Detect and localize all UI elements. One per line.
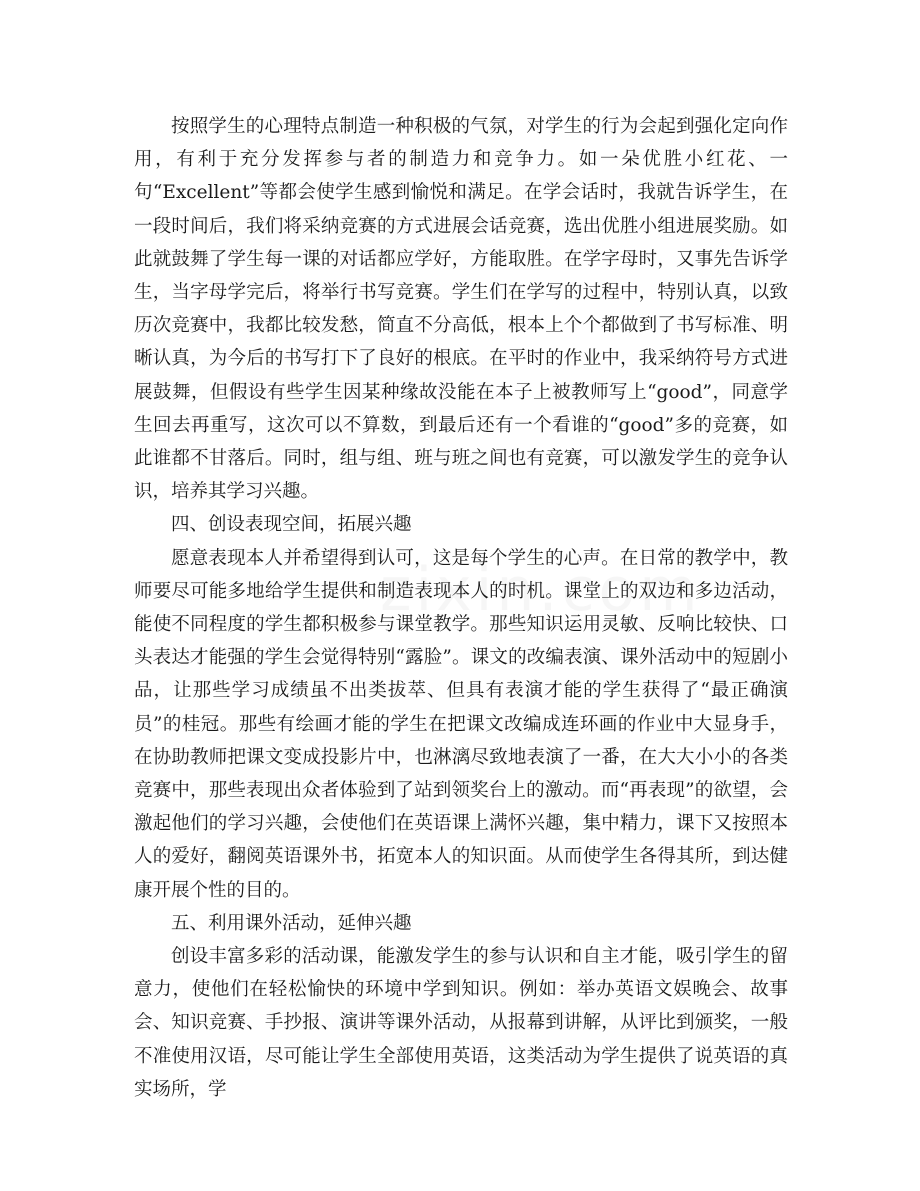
paragraph-performance: 愿意表现本人并希望得到认可，这是每个学生的心声。在日常的教学中，教师要尽可能多地给学生提供和制造表现本人的时机。课堂上的双边和多边活动，能使不同程度的学生都积极参与课堂教学。那些知识运用灵敏、反响比较快、口头表达才能强的学生会觉得特别“露脸”。课文的改编表演、课外活动中的短剧小品，让那些学习成绩虽不出类拔萃、但具有表演才能的学生获得了“最正确演员”的桂冠。那些有绘画才能的学生在把课文改编成连环画的作业中大显身手，在协助教师把课文变成投影片中，也淋漓尽致地表演了一番，在大大小小的各类竞赛中，那些表现出众者体验到了站到领奖台上的激动。而“再表现”的欲望，会激起他们的学习兴趣，会使他们在英语课上满怀兴趣，集中精力，课下又按照本人的爱好，翻阅英语课外书，拓宽本人的知识面。从而使学生各得其所，到达健康开展个性的目的。 <box>134 547 788 901</box>
paragraph-activities: 创设丰富多彩的活动课，能激发学生的参与认识和自主才能，吸引学生的留意力，使他们在轻松愉快的环境中学到知识。例如：举办英语文娱晚会、故事会、知识竞赛、手抄报、演讲等课外活动，从报幕到讲解，从评比到颁奖，一般不准使用汉语，尽可能让学生全部使用英语，这类活动为学生提供了说英语的真实场所，学 <box>134 946 788 1100</box>
section-heading-five: 五、利用课外活动，延伸兴趣 <box>171 912 412 934</box>
section-heading-four: 四、创设表现空间，拓展兴趣 <box>171 514 412 536</box>
document-body <box>134 110 788 1106</box>
paragraph-competition: 按照学生的心理特点制造一种积极的气氛，对学生的行为会起到强化定向作用，有利于充分发挥参与者的制造力和竞争力。如一朵优胜小红花、一句“Excellent”等都会使学生感到愉悦和满足。在学会话时，我就告诉学生，在一段时间后，我们将采纳竞赛的方式进展会话竞赛，选出优胜小组进展奖励。如此就鼓舞了学生每一课的对话都应学好，方能取胜。在学字母时，又事先告诉学生，当字母学完后，将举行书写竞赛。学生们在学写的过程中，特别认真，以致历次竞赛中，我都比较发愁，简直不分高低，根本上个个都做到了书写标准、明晰认真，为今后的书写打下了良好的根底。在平时的作业中，我采纳符号方式进展鼓舞，但假设有些学生因某种缘故没能在本子上被教师写上“good”，同意学生回去再重写，这次可以不算数，到最后还有一个看谁的“good”多的竞赛，如此谁都不甘落后。同时，组与组、班与班之间也有竞赛，可以激发学生的竞争认识，培养其学习兴趣。 <box>134 116 788 503</box>
